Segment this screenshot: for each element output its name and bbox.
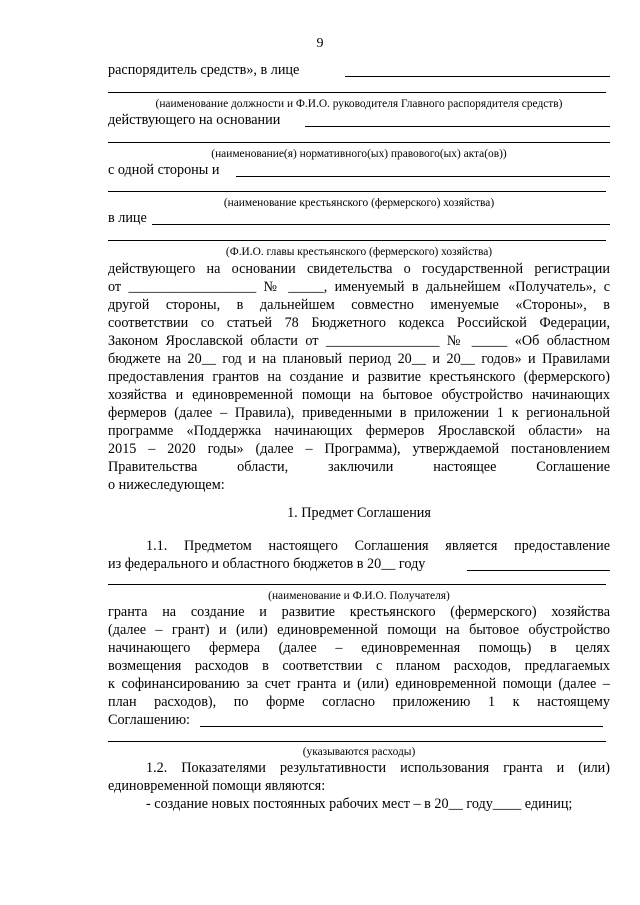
body-line: бюджете на 20__ год и на плановый период 20__ и 20__ годов» и Правилами: [108, 351, 610, 367]
blank-line: [152, 224, 610, 225]
one-side-text: с одной стороны и: [108, 162, 220, 178]
blank-line: [108, 92, 606, 93]
blank-line: [305, 126, 610, 127]
body-line: предоставления грантов на создание и развитие крестьянского (фермерского): [108, 369, 610, 385]
blank-line: [345, 76, 610, 77]
clause-1-1-body-line: к софинансированию за счет гранта и (или) единовременной помощи (далее –: [108, 676, 610, 692]
caption-act: (наименование(я) нормативного(ых) правового(ых) акта(ов)): [211, 148, 507, 160]
blank-line: [236, 176, 610, 177]
blank-line: [108, 584, 606, 585]
body-line: соответствии со статьей 78 Бюджетного кодекса Российской Федерации,: [108, 315, 610, 331]
acting-on-text: действующего на основании: [108, 112, 281, 128]
blank-line: [108, 240, 606, 241]
body-line: о нижеследующем:: [108, 477, 225, 493]
caption-fio: (Ф.И.О. главы крестьянского (фермерского) хозяйства): [225, 246, 493, 258]
caption-farm: (наименование крестьянского (фермерского) хозяйства): [223, 197, 495, 209]
caption-expenses: (указываются расходы): [302, 746, 416, 758]
body-line: действующего на основании свидетельства о государственной регистрации: [108, 261, 610, 277]
blank-line: [108, 142, 610, 143]
body-line: 2015 – 2020 годы» (далее – Программа), утверждаемой постановлением: [108, 441, 610, 457]
clause-1-1-body-line: начинающего фермера (далее – единовременная помощь) в целях: [108, 640, 610, 656]
clause-1-2-line-3: - создание новых постоянных рабочих мест – в 20__ году____ единиц;: [146, 796, 573, 812]
header-line-1-text: распорядитель средств», в лице: [108, 62, 300, 78]
section-title: 1. Предмет Соглашения: [287, 505, 431, 521]
body-line: от __________________ № _____, именуемый в дальнейшем «Получатель», с: [108, 279, 610, 295]
blank-line: [200, 726, 603, 727]
clause-1-2-line-1: 1.2. Показателями результативности использования гранта и (или): [146, 760, 610, 776]
blank-line: [108, 191, 606, 192]
body-line: программе «Поддержка начинающих фермеров Ярославской области» на: [108, 423, 610, 439]
page-number: 9: [316, 36, 324, 51]
body-line: другой стороны, в дальнейшем совместно именуемые «Стороны», в: [108, 297, 610, 313]
clause-1-2-line-2: единовременной помощи являются:: [108, 778, 326, 794]
caption-recipient: (наименование и Ф.И.О. Получателя): [268, 590, 450, 602]
body-line: хозяйства и единовременной помощи на бытовое обустройство начинающих: [108, 387, 610, 403]
agreement-label: Соглашению:: [108, 712, 190, 728]
clause-1-1-body-line: (далее – грант) и (или) единовременной помощи на бытовое обустройство: [108, 622, 610, 638]
body-line: Законом Ярославской области от ________________ № _____ «Об областном: [108, 333, 610, 349]
body-line: фермеров (далее – Правила), приведенными в приложении 1 к региональной: [108, 405, 610, 421]
clause-1-1-line-2-text: из федерального и областного бюджетов в 20__ году: [108, 556, 426, 572]
in-person-text: в лице: [108, 210, 147, 226]
clause-1-1-line-1: 1.1. Предметом настоящего Соглашения является предоставление: [146, 538, 610, 554]
blank-line: [108, 741, 606, 742]
blank-line: [467, 570, 610, 571]
caption-head: (наименование должности и Ф.И.О. руководителя Главного распорядителя средств): [155, 98, 563, 110]
clause-1-1-body-line: гранта на создание и развитие крестьянского (фермерского) хозяйства: [108, 604, 610, 620]
body-line: Правительства области, заключили настоящее Соглашение: [108, 459, 610, 475]
clause-1-1-body-line: план расходов), по форме согласно приложению 1 к настоящему: [108, 694, 610, 710]
clause-1-1-body-line: возмещения расходов в соответствии с планом расходов, предлагаемых: [108, 658, 610, 674]
